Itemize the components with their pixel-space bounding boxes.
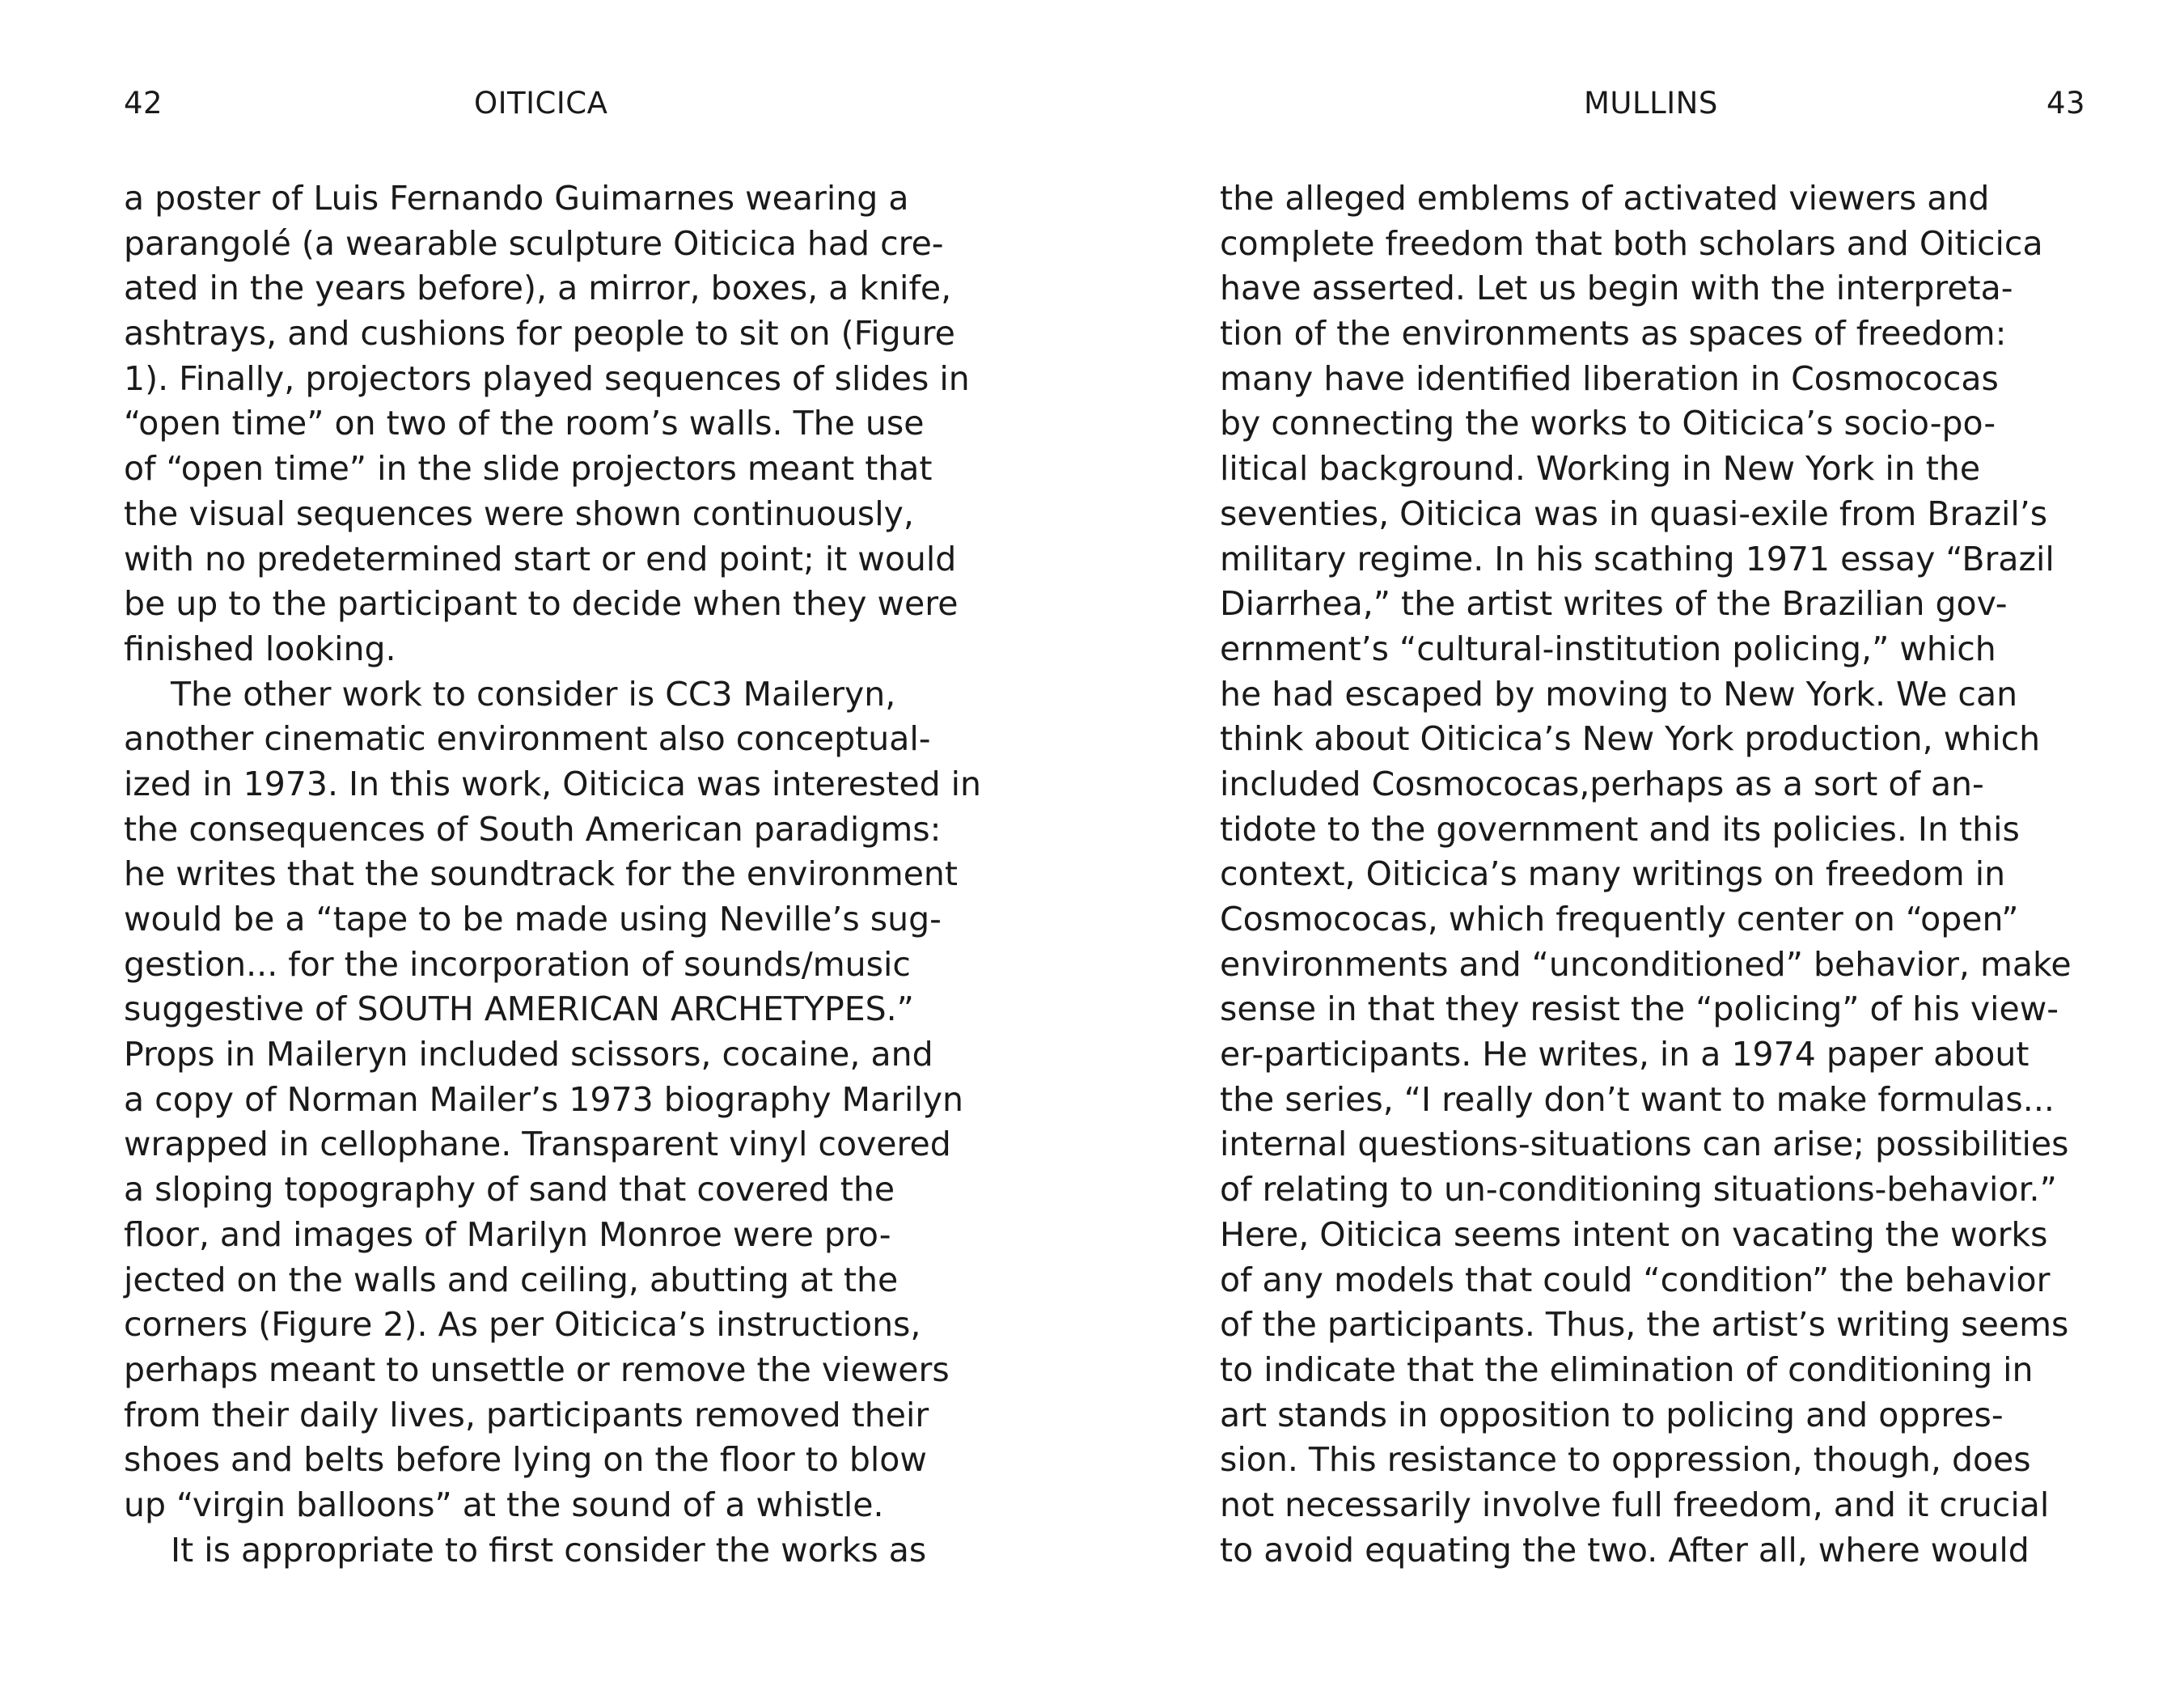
text-line: ashtrays, and cushions for people to sit on (Figure	[124, 314, 955, 354]
text-line: “open time” on two of the room’s walls. The use	[124, 404, 925, 443]
text-line: of relating to un-conditioning situations-behavior.”	[1220, 1170, 2057, 1210]
text-line: ized in 1973. In this work, Oiticica was interested in	[124, 764, 982, 803]
text-line: wrapped in cellophane. Transparent vinyl covered	[124, 1125, 951, 1164]
text-line: he had escaped by moving to New York. We can	[1220, 674, 2018, 714]
text-line: the visual sequences were shown continuously,	[124, 494, 914, 533]
right-page-number: 43	[2046, 86, 2086, 121]
text-line: corners (Figure 2). As per Oiticica’s instructions,	[124, 1305, 921, 1345]
text-line: not necessarily involve full freedom, and it crucial	[1220, 1485, 2050, 1524]
text-line: be up to the participant to decide when they were	[124, 584, 959, 624]
text-line: the consequences of South American paradigms:	[124, 809, 942, 849]
text-line: another cinematic environment also conceptual-	[124, 719, 931, 759]
text-line: er-participants. He writes, in a 1974 paper about	[1220, 1035, 2030, 1074]
text-line: of “open time” in the slide projectors meant that	[124, 449, 933, 489]
text-line: ernment’s “cultural-institution policing,” which	[1220, 629, 1996, 668]
left-running-head: OITICICA	[474, 86, 608, 121]
right-running-head: MULLINS	[1584, 86, 1718, 121]
text-line: have asserted. Let us begin with the interpreta-	[1220, 269, 2013, 308]
text-line: of any models that could “condition” the behavior	[1220, 1260, 2051, 1299]
text-line: 1). Finally, projectors played sequences of slides in	[124, 358, 970, 398]
text-line: finished looking.	[124, 629, 396, 668]
text-line: seventies, Oiticica was in quasi-exile from Brazil’s	[1220, 494, 2048, 533]
text-line: litical background. Working in New York in the	[1220, 449, 1981, 489]
text-line: Props in Maileryn included scissors, cocaine, and	[124, 1035, 933, 1074]
text-line: parangolé (a wearable sculpture Oiticica had cre-	[124, 223, 944, 263]
text-line: sion. This resistance to oppression, though, does	[1220, 1440, 2031, 1480]
text-line: up “virgin balloons” at the sound of a whistle.	[124, 1485, 884, 1524]
text-line: with no predetermined start or end point; it would	[124, 539, 957, 578]
text-line: Diarrhea,” the artist writes of the Brazilian gov-	[1220, 584, 2008, 624]
text-line: tion of the environments as spaces of freedom:	[1220, 314, 2007, 354]
text-line: included Cosmococas,perhaps as a sort of an-	[1220, 764, 1984, 803]
text-line: he writes that the soundtrack for the environment	[124, 854, 958, 894]
text-line: environments and “unconditioned” behavior, make	[1220, 944, 2072, 984]
text-line: art stands in opposition to policing and oppres-	[1220, 1395, 2004, 1434]
text-line: perhaps meant to unsettle or remove the viewers	[124, 1349, 950, 1389]
text-line: gestion... for the incorporation of sounds/music	[124, 944, 911, 984]
text-line: a sloping topography of sand that covered the	[124, 1170, 895, 1210]
text-line: shoes and belts before lying on the floor to blow	[124, 1440, 927, 1480]
left-page-body	[124, 176, 993, 1573]
text-line: military regime. In his scathing 1971 essay “Brazil	[1220, 539, 2055, 578]
text-line: would be a “tape to be made using Neville’s sug-	[124, 900, 942, 938]
text-line: context, Oiticica’s many writings on freedom in	[1220, 854, 2006, 894]
text-line: think about Oiticica’s New York production, which	[1220, 719, 2041, 759]
text-line: suggestive of SOUTH AMERICAN ARCHETYPES.”	[124, 989, 914, 1029]
text-line: the alleged emblems of activated viewers and	[1220, 179, 1990, 218]
text-line: tidote to the government and its policies. In this	[1220, 809, 2020, 849]
text-line: internal questions-situations can arise; possibilities	[1220, 1125, 2069, 1164]
text-line: a poster of Luis Fernando Guimarnes wearing a	[124, 179, 909, 218]
text-line: the series, “I really don’t want to make formulas...	[1220, 1079, 2055, 1119]
text-line: complete freedom that both scholars and Oiticica	[1220, 223, 2043, 263]
text-line: ated in the years before), a mirror, boxes, a knife,	[124, 269, 952, 308]
text-line: to indicate that the elimination of conditioning in	[1220, 1349, 2034, 1389]
text-line: of the participants. Thus, the artist’s writing seems	[1220, 1305, 2069, 1345]
text-line: by connecting the works to Oiticica’s socio-po-	[1220, 404, 1996, 443]
text-line: many have identified liberation in Cosmococas	[1220, 358, 1999, 398]
text-line: jected on the walls and ceiling, abutting at the	[124, 1260, 899, 1299]
text-line: It is appropriate to first consider the works as	[171, 1530, 927, 1570]
text-line: to avoid equating the two. After all, where would	[1220, 1530, 2030, 1570]
text-line: Here, Oiticica seems intent on vacating the works	[1220, 1214, 2048, 1254]
text-line: floor, and images of Marilyn Monroe were pro-	[124, 1214, 891, 1254]
text-line: a copy of Norman Mailer’s 1973 biography Marilyn	[124, 1079, 963, 1119]
left-page-number: 42	[124, 86, 163, 121]
text-line: sense in that they resist the “policing” of his view-	[1220, 989, 2059, 1029]
text-line: Cosmococas, which frequently center on “open”	[1220, 900, 2019, 938]
right-page-body	[1220, 176, 2089, 1573]
text-line: The other work to consider is CC3 Maileryn,	[171, 674, 896, 714]
text-line: from their daily lives, participants removed their	[124, 1395, 929, 1434]
